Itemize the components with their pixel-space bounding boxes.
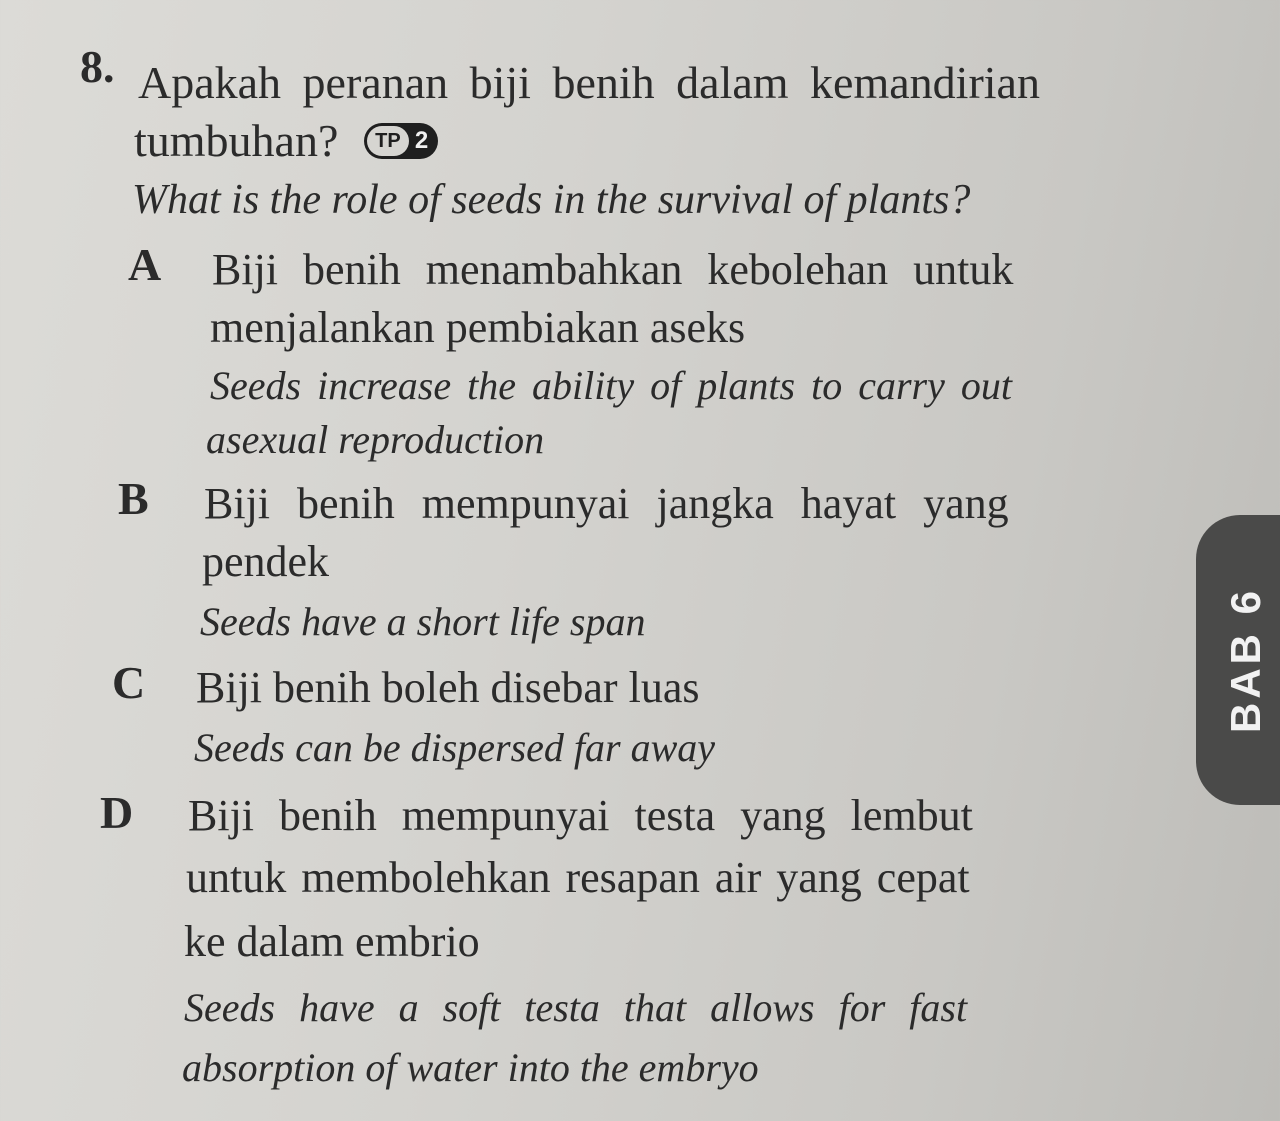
option-b-malay-line2: pendek — [202, 537, 330, 586]
question-english: What is the role of seeds in the survival of plants? — [132, 177, 971, 223]
option-d-english-line2: absorption of water into the embryo — [182, 1045, 759, 1090]
option-b-malay-line1: Biji benih mempunyai jangka hayat yang — [204, 479, 1009, 528]
tp-level: 2 — [414, 127, 429, 155]
option-a-letter: A — [128, 239, 162, 290]
question-text-line2 — [134, 114, 438, 167]
option-a-malay-line2: menjalankan pembiakan aseks — [210, 303, 746, 352]
option-c-malay-line1: Biji benih boleh disebar luas — [196, 663, 700, 712]
option-d-malay-line1: Biji benih mempunyai testa yang lembut — [188, 791, 973, 840]
question-number: 8. — [80, 41, 115, 92]
option-a-malay-line1: Biji benih menambahkan kebolehan untuk — [212, 245, 1014, 294]
option-a-english-line2: asexual reproduction — [206, 417, 545, 462]
option-d-english-line1: Seeds have a soft testa that allows for fast — [184, 985, 968, 1030]
option-b-letter: B — [118, 473, 149, 524]
chapter-side-tab-label: BAB 6 — [1222, 586, 1269, 734]
option-d-malay-line3: ke dalam embrio — [184, 917, 480, 966]
option-c-letter: C — [112, 657, 146, 708]
tp-label: TP — [367, 126, 409, 156]
question-text-line1: Apakah peranan biji benih dalam kemandirian — [138, 57, 1040, 108]
option-d-letter: D — [100, 787, 134, 838]
option-b-english-line1: Seeds have a short life span — [200, 599, 646, 644]
option-c-english-line1: Seeds can be dispersed far away — [194, 725, 716, 770]
option-d-malay-line2: untuk membolehkan resapan air yang cepat — [186, 853, 970, 902]
tp-level-badge — [364, 123, 438, 159]
question-text-line2-text: tumbuhan? — [134, 115, 339, 166]
option-a-english-line1: Seeds increase the ability of plants to carry out — [210, 363, 1012, 408]
